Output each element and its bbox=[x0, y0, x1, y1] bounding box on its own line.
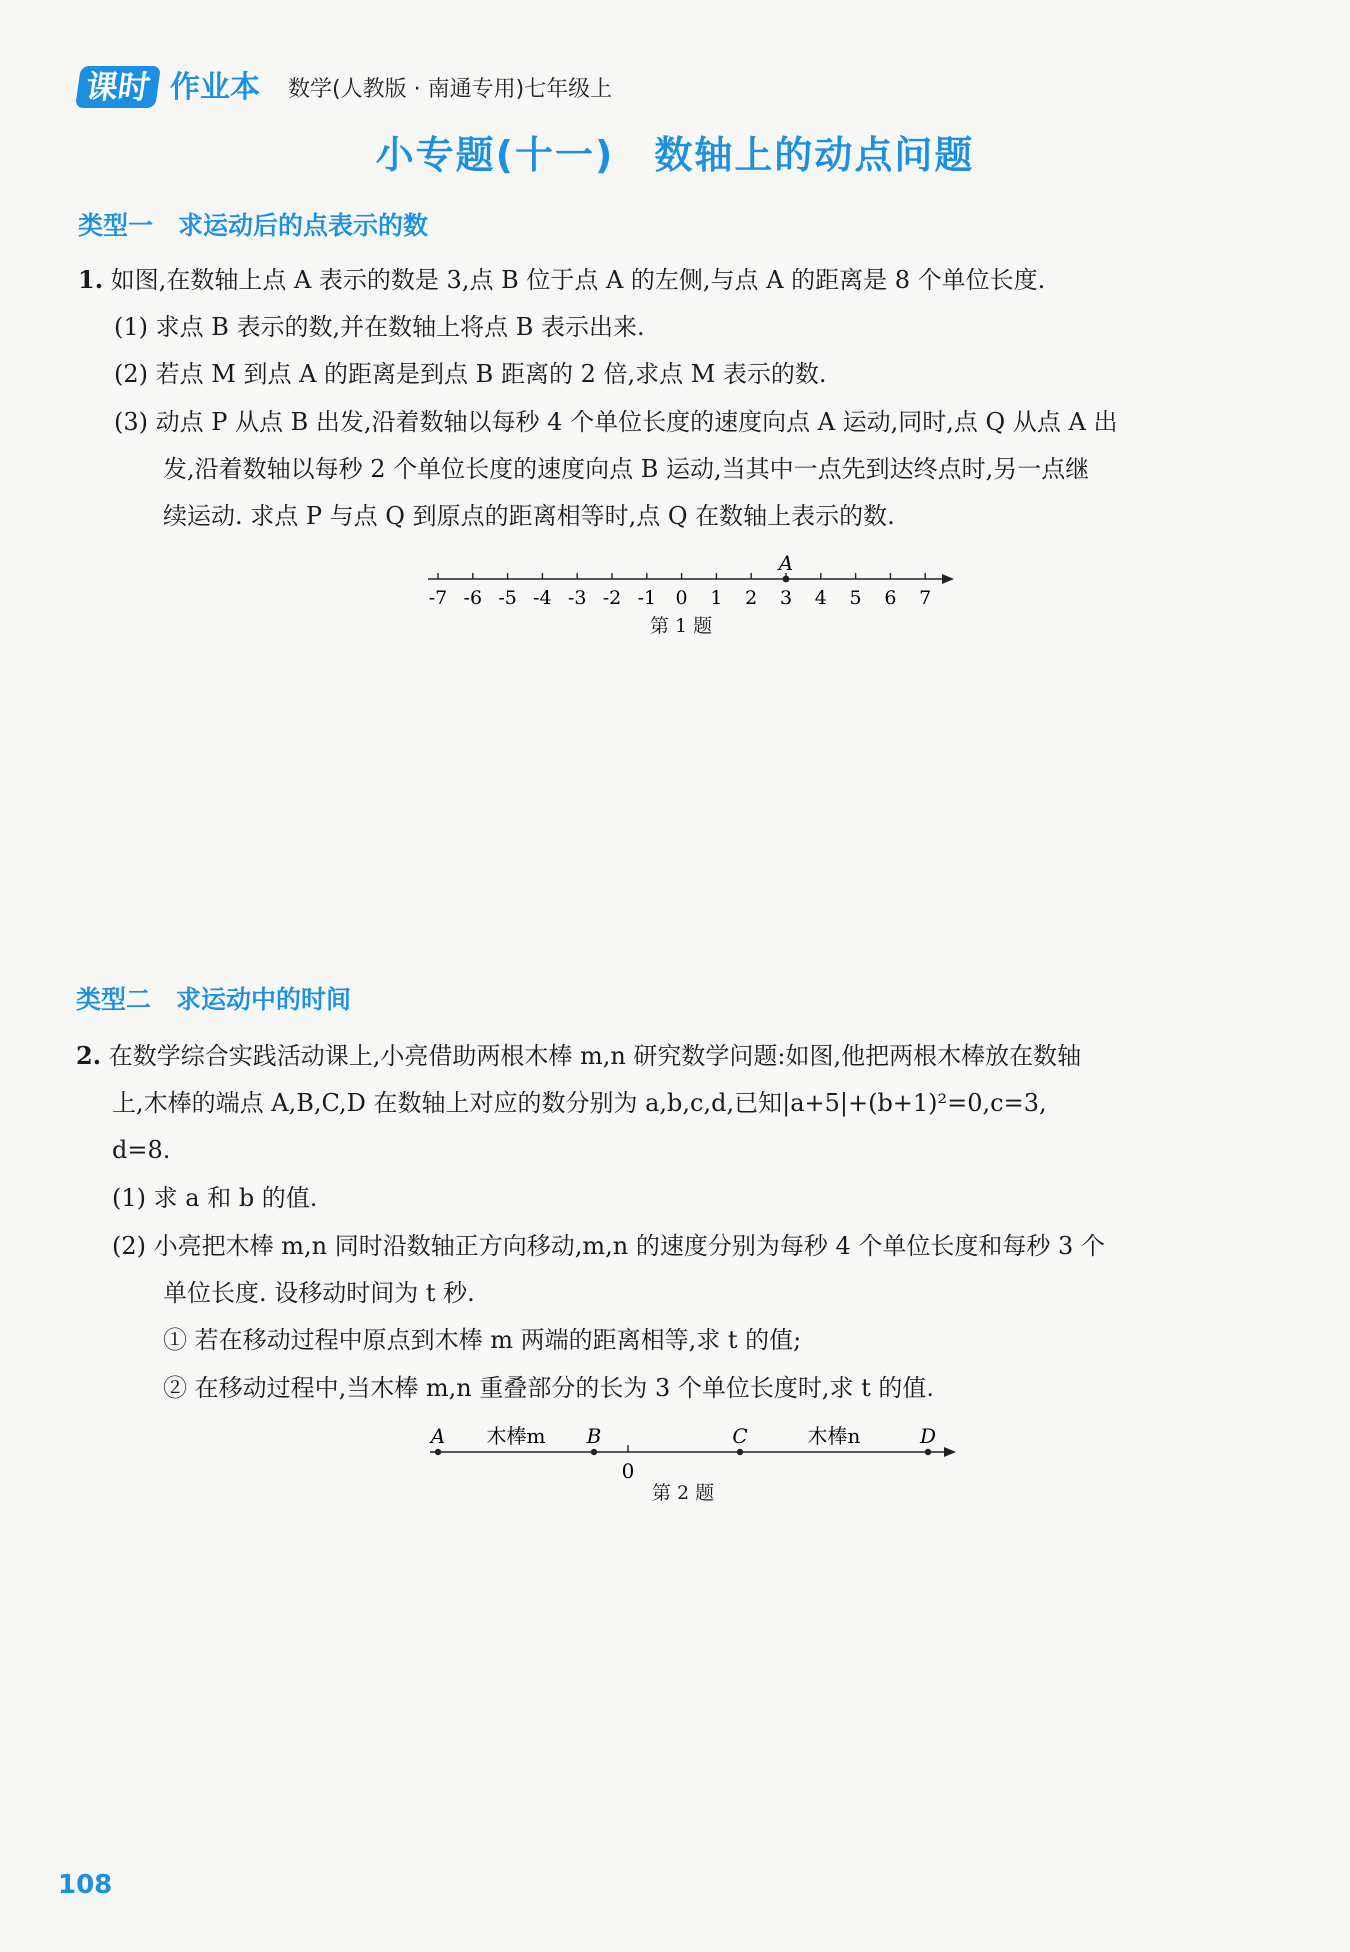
tick-label--3: -3 bbox=[567, 587, 587, 609]
point-b-label: B bbox=[586, 1424, 602, 1448]
brand-logo: 课时 bbox=[75, 66, 161, 108]
tick-label-0: 0 bbox=[675, 587, 688, 609]
point-a-label: A bbox=[430, 1424, 446, 1448]
point-a-dot bbox=[435, 1449, 441, 1455]
point-a-dot bbox=[783, 576, 790, 583]
question-2-part-1: (1) 求 a 和 b 的值. bbox=[112, 1184, 318, 1212]
tick-label-5: 5 bbox=[849, 587, 862, 609]
tick-label-4: 4 bbox=[814, 587, 827, 609]
tick-label--7: -7 bbox=[428, 587, 448, 609]
question-1-number: 1. bbox=[78, 265, 104, 294]
brand-name: 作业本 bbox=[170, 70, 260, 105]
point-a-label: A bbox=[778, 551, 794, 575]
tick-label--4: -4 bbox=[533, 587, 552, 609]
question-2-text: 在数学综合实践活动课上,小亮借助两根木棒 m,n 研究数学问题:如图,他把两根木棒放在数轴 bbox=[108, 1042, 1082, 1070]
question-1-part-1: (1) 求点 B 表示的数,并在数轴上将点 B 表示出来. bbox=[114, 313, 645, 341]
section-heading-2: 类型二 求运动中的时间 bbox=[76, 985, 352, 1014]
question-2-line-2: 上,木棒的端点 A,B,C,D 在数轴上对应的数分别为 a,b,c,d,已知|a+5|+(b+1)²=0,c=3, bbox=[112, 1089, 1047, 1117]
stick-n-label: 木棒n bbox=[807, 1424, 861, 1448]
figure-2-caption: 第 2 题 bbox=[652, 1482, 715, 1504]
figure-1-caption: 第 1 题 bbox=[650, 615, 713, 637]
question-1-part-2: (2) 若点 M 到点 A 的距离是到点 B 距离的 2 倍,求点 M 表示的数. bbox=[114, 360, 827, 388]
question-2-number: 2. bbox=[76, 1041, 102, 1070]
origin-label: 0 bbox=[621, 1459, 635, 1483]
question-2-line-1 bbox=[76, 1038, 1081, 1074]
axis-arrow-icon bbox=[944, 1447, 956, 1457]
question-1-stem bbox=[78, 262, 1045, 298]
question-2-subpart-1: ① 若在移动过程中原点到木棒 m 两端的距离相等,求 t 的值; bbox=[163, 1326, 802, 1354]
book-subtitle: 数学(人教版 · 南通专用)七年级上 bbox=[288, 77, 613, 102]
tick-group bbox=[438, 573, 925, 579]
tick-label--6: -6 bbox=[463, 587, 483, 609]
point-d-label: D bbox=[919, 1424, 937, 1448]
tick-label-group bbox=[429, 587, 932, 609]
question-1-part-3: (3) 动点 P 从点 B 出发,沿着数轴以每秒 4 个单位长度的速度向点 A 运动,同时,点 Q 从点 A 出 bbox=[114, 408, 1118, 436]
question-1-text: 如图,在数轴上点 A 表示的数是 3,点 B 位于点 A 的左侧,与点 A 的距离是 8 个单位长度. bbox=[110, 266, 1046, 294]
point-c-label: C bbox=[732, 1424, 748, 1448]
point-b-dot bbox=[591, 1449, 597, 1455]
point-c-dot bbox=[737, 1449, 743, 1455]
section-heading-1: 类型一 求运动后的点表示的数 bbox=[78, 211, 429, 240]
question-2-line-3: d=8. bbox=[112, 1136, 171, 1164]
tick-label-1: 1 bbox=[710, 587, 723, 609]
page-number: 108 bbox=[58, 1870, 113, 1900]
tick-label-3: 3 bbox=[779, 587, 793, 609]
figure-2-number-line bbox=[420, 1416, 960, 1486]
tick-label--2: -2 bbox=[602, 587, 622, 609]
question-1-part-3-cont-2: 续运动. 求点 P 与点 Q 到原点的距离相等时,点 Q 在数轴上表示的数. bbox=[163, 502, 895, 530]
axis-arrow-icon bbox=[942, 574, 954, 584]
question-2-subpart-2: ② 在移动过程中,当木棒 m,n 重叠部分的长为 3 个单位长度时,求 t 的值. bbox=[163, 1374, 935, 1402]
tick-label-2: 2 bbox=[745, 587, 758, 609]
page-title: 小专题(十一) 数轴上的动点问题 bbox=[375, 133, 975, 177]
question-1-part-3-cont-1: 发,沿着数轴以每秒 2 个单位长度的速度向点 B 运动,当其中一点先到达终点时,另一点继 bbox=[163, 455, 1090, 483]
tick-label-7: 7 bbox=[919, 587, 932, 609]
tick-label--1: -1 bbox=[637, 587, 657, 609]
question-2-part-2-cont: 单位长度. 设移动时间为 t 秒. bbox=[163, 1279, 475, 1307]
tick-label--5: -5 bbox=[498, 587, 517, 609]
point-d-dot bbox=[925, 1449, 931, 1455]
tick-label-6: 6 bbox=[884, 587, 897, 609]
stick-m-label: 木棒m bbox=[486, 1424, 546, 1448]
question-2-part-2: (2) 小亮把木棒 m,n 同时沿数轴正方向移动,m,n 的速度分别为每秒 4 个单位长度和每秒 3 个 bbox=[112, 1232, 1105, 1260]
